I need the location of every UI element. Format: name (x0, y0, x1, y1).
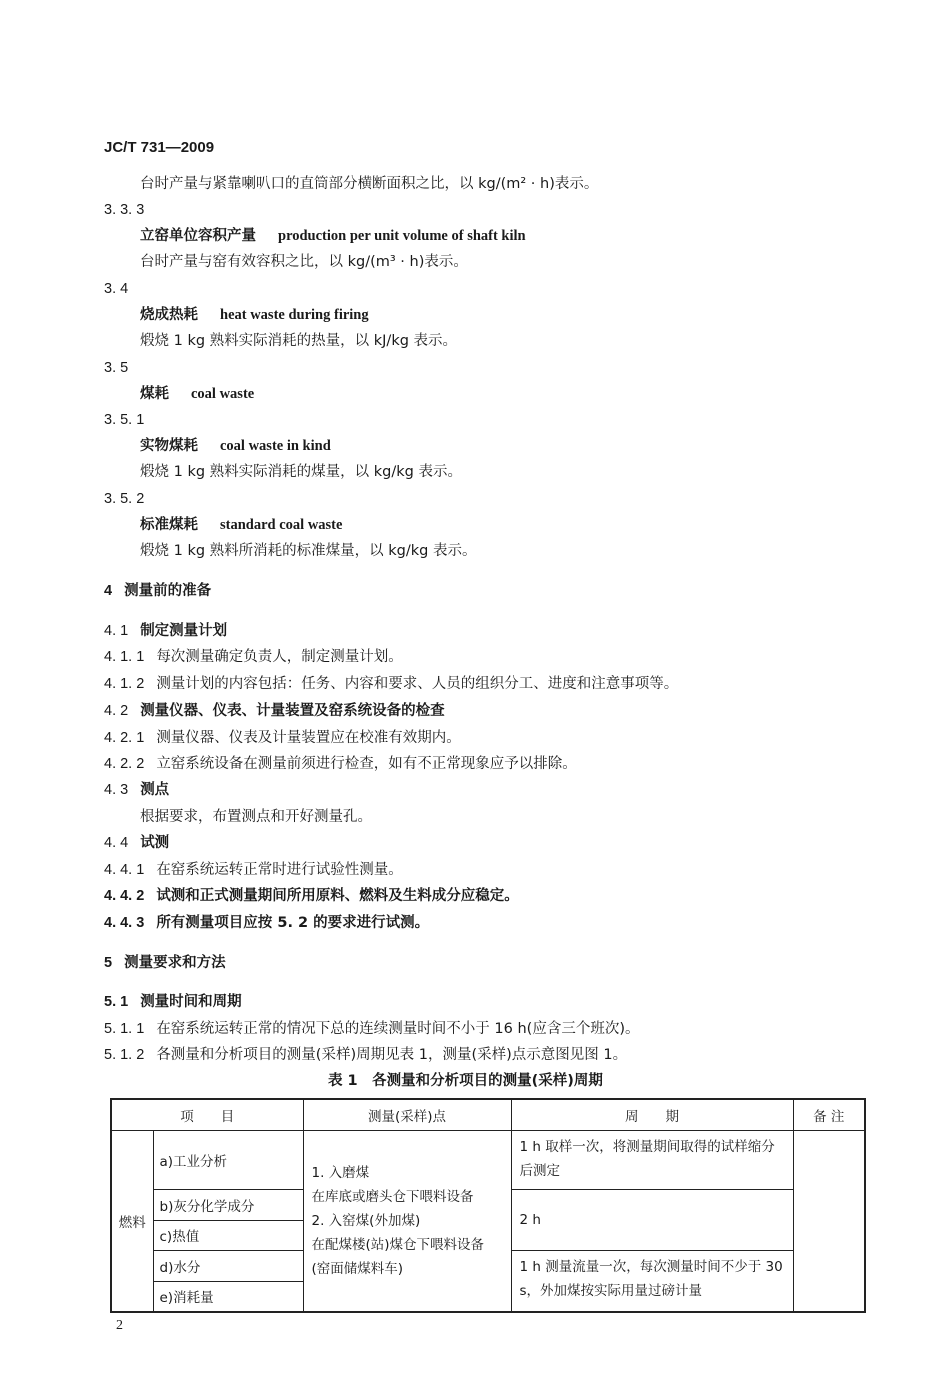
clause-line (104, 886, 519, 906)
clause-number: 5. 1. 2 (104, 1047, 145, 1063)
period-flow: 1 h 测量流量一次，每次测量时间不少于 30 s，外加煤按实际用量过磅计量 (519, 1259, 783, 1299)
clause-number: 4. 1 (104, 623, 129, 639)
chapter-title: 测量要求和方法 (124, 955, 226, 971)
clause-text: 立窑系统设备在测量前须进行检查，如有不正常现象应予以排除。 (156, 756, 577, 772)
item-cell: c)热值 (153, 1220, 303, 1251)
clause-number: 4. 4. 3 (104, 915, 145, 931)
item-cell: b)灰分化学成分 (153, 1190, 303, 1221)
clause-heading (104, 780, 169, 800)
header-remark: 备 注 (793, 1099, 865, 1131)
term-line (140, 436, 331, 456)
section-number: 3. 3. 3 (104, 202, 145, 218)
term-en: coal waste in kind (220, 438, 331, 454)
clause-number: 5. 1. 1 (104, 1021, 145, 1037)
clause-title: 测量仪器、仪表、计量装置及窑系统设备的检查 (140, 703, 445, 719)
period-cell (511, 1131, 793, 1313)
definition-text: 台时产量与紧靠喇叭口的直筒部分横断面积之比，以 kg/(m² · h)表示。 (140, 176, 599, 192)
measurement-period-table (110, 1098, 866, 1313)
clause-text: 所有测量项目应按 5. 2 的要求进行试测。 (156, 915, 430, 931)
clause-title: 试测 (140, 835, 170, 851)
clause-line (104, 674, 678, 694)
term-en: production per unit volume of shaft kiln (278, 228, 526, 244)
section-number: 3. 5. 2 (104, 491, 145, 507)
section-number: 3. 5. 1 (104, 412, 145, 428)
item-cell: d)水分 (153, 1251, 303, 1282)
clause-number: 4. 4. 1 (104, 862, 145, 878)
definition-text: 台时产量与窑有效容积之比，以 kg/(m³ · h)表示。 (140, 254, 468, 270)
chapter-number: 5 (104, 955, 113, 971)
chapter-title: 测量前的准备 (124, 583, 212, 599)
clause-text: 试测和正式测量期间所用原料、燃料及生料成分应稳定。 (156, 888, 519, 904)
clause-text: 每次测量确定负责人，制定测量计划。 (156, 649, 403, 665)
period-analysis: 1 h 取样一次，将测量期间取得的试样缩分后测定 (512, 1131, 793, 1190)
clause-line (104, 860, 403, 880)
clause-line (104, 647, 403, 667)
term-line (140, 384, 254, 404)
chapter-number: 4 (104, 583, 113, 599)
clause-text: 根据要求，布置测点和开好测量孔。 (140, 809, 372, 825)
doc-code: JC/T 731—2009 (104, 139, 215, 156)
term-en: coal waste (191, 386, 255, 402)
remark-cell (793, 1131, 865, 1313)
clause-heading (104, 701, 445, 721)
clause-text: 测量仪器、仪表及计量装置应在校准有效期内。 (156, 730, 461, 746)
header-point: 测量(采样)点 (303, 1099, 511, 1131)
clause-heading (104, 992, 242, 1012)
clause-line (104, 1045, 627, 1065)
header-period: 周 期 (511, 1099, 793, 1131)
item-cell: a)工业分析 (153, 1131, 303, 1190)
definition-text: 煅烧 1 kg 熟料实际消耗的煤量，以 kg/kg 表示。 (140, 464, 462, 480)
term-en: heat waste during firing (220, 307, 369, 323)
clause-heading (104, 833, 169, 853)
clause-number: 4. 2 (104, 703, 129, 719)
clause-number: 4. 2. 2 (104, 756, 145, 772)
clause-title: 制定测量计划 (140, 623, 228, 639)
term-cn: 煤耗 (140, 386, 169, 402)
clause-number: 4. 1. 2 (104, 676, 145, 692)
point-cell (303, 1131, 511, 1313)
term-cn: 烧成热耗 (140, 307, 198, 323)
clause-line (104, 1019, 639, 1039)
clause-number: 4. 1. 1 (104, 649, 145, 665)
term-line (140, 305, 369, 325)
period-two-hours: 2 h (512, 1190, 793, 1251)
clause-line (104, 913, 429, 933)
chapter-heading (104, 581, 211, 601)
item-cell: e)消耗量 (153, 1281, 303, 1312)
section-number: 3. 5 (104, 360, 129, 376)
clause-text: 在窑系统运转正常时进行试验性测量。 (156, 862, 403, 878)
clause-text: 测量计划的内容包括：任务、内容和要求、人员的组织分工、进度和注意事项等。 (156, 676, 679, 692)
term-cn: 实物煤耗 (140, 438, 198, 454)
clause-heading (104, 621, 227, 641)
clause-number: 4. 4. 2 (104, 888, 145, 904)
clause-number: 4. 2. 1 (104, 730, 145, 746)
clause-number: 5. 1 (104, 994, 129, 1010)
definition-text: 煅烧 1 kg 熟料所消耗的标准煤量，以 kg/kg 表示。 (140, 543, 477, 559)
clause-number: 4. 3 (104, 782, 129, 798)
section-number: 3. 4 (104, 281, 129, 297)
clause-title: 测点 (140, 782, 170, 798)
term-en: standard coal waste (220, 517, 343, 533)
clause-text: 各测量和分析项目的测量(采样)周期见表 1，测量(采样)点示意图见图 1。 (156, 1047, 628, 1063)
term-cn: 立窑单位容积产量 (140, 228, 256, 244)
group-cell: 燃料 (111, 1131, 153, 1313)
clause-line (104, 728, 461, 748)
definition-text: 煅烧 1 kg 熟料实际消耗的热量，以 kJ/kg 表示。 (140, 333, 458, 349)
term-line (140, 515, 342, 535)
page-number: 2 (116, 1318, 123, 1333)
clause-text: 在窑系统运转正常的情况下总的连续测量时间不小于 16 h(应含三个班次)。 (156, 1021, 640, 1037)
clause-number: 4. 4 (104, 835, 129, 851)
chapter-heading (104, 953, 226, 973)
clause-line (104, 754, 577, 774)
term-cn: 标准煤耗 (140, 517, 198, 533)
clause-title: 测量时间和周期 (140, 994, 242, 1010)
table-caption: 表 1 各测量和分析项目的测量(采样)周期 (328, 1073, 603, 1089)
header-item: 项 目 (111, 1099, 303, 1131)
term-line (140, 226, 526, 246)
point-text: 1. 入磨煤 在库底或磨头仓下喂料设备 2. 入窑煤(外加煤) 在配煤楼(站)煤仓下喂料设备(窑面储煤料车) (311, 1165, 485, 1277)
